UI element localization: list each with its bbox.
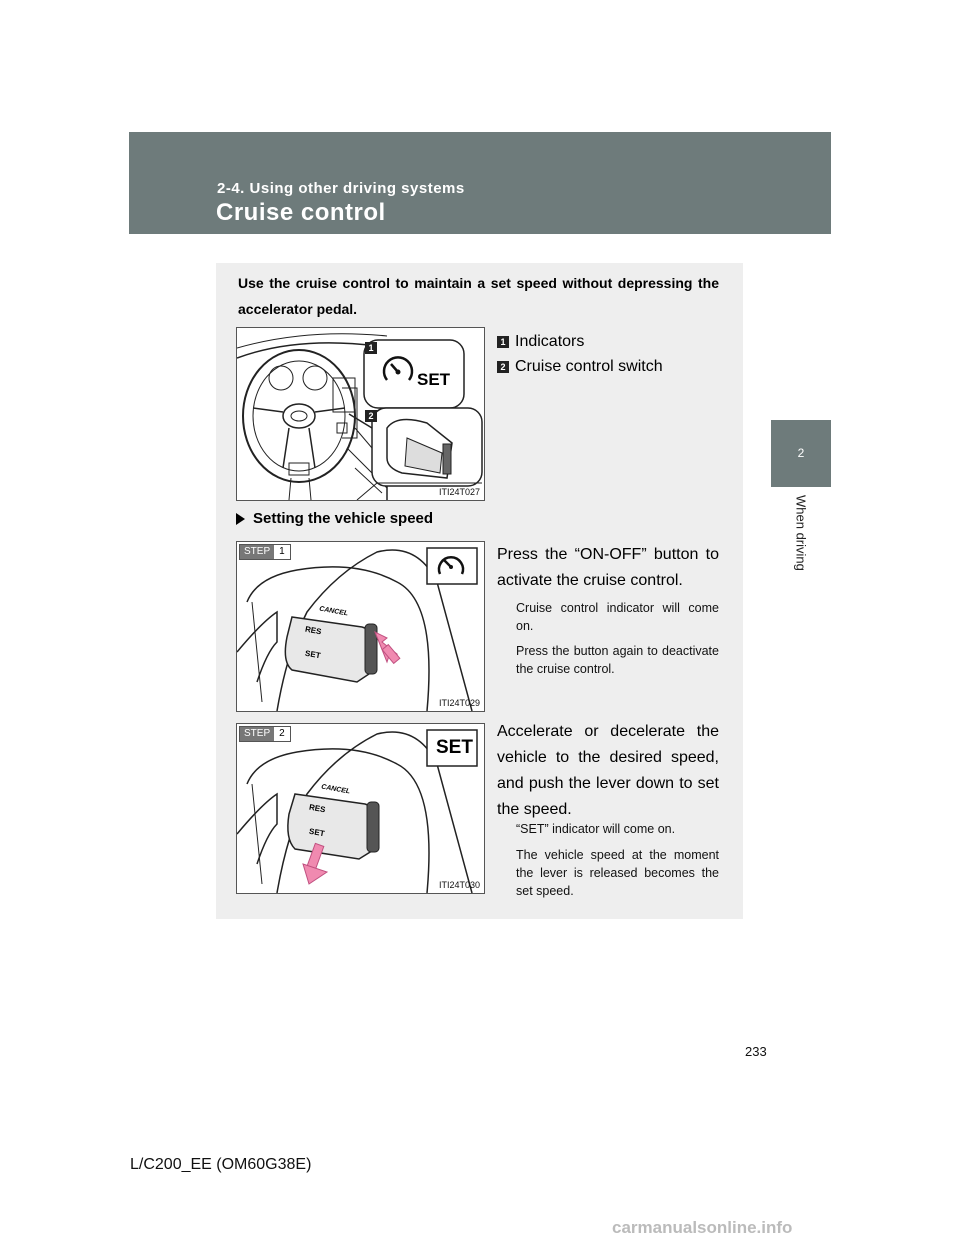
step-2-note-1: “SET” indicator will come on.: [516, 822, 676, 836]
legend-badge: 2: [497, 361, 509, 373]
lever-res-label: RES: [304, 624, 323, 637]
figure-code: ITI24T029: [438, 698, 480, 708]
subheading: [236, 510, 433, 527]
document-code: L/C200_EE (OM60G38E): [130, 1156, 312, 1173]
legend-label: Cruise control switch: [515, 358, 663, 375]
legend-item-switch: [497, 358, 663, 376]
callout-badge-2: 2: [365, 410, 377, 422]
lever-cancel-label: CANCEL: [320, 783, 351, 796]
step-label: STEP: [240, 545, 274, 559]
lever-res-label: RES: [308, 802, 327, 815]
chapter-tab: [771, 420, 831, 487]
intro-text: Use the cruise control to maintain a set speed without depressing the accelerator pedal.: [238, 275, 719, 317]
step-number: 2: [274, 727, 290, 741]
section-label: 2-4. Using other driving systems: [217, 180, 465, 197]
step-1-text: Press the “ON-OFF” button to activate the cruise control.: [497, 546, 719, 589]
callout-badge-1: 1: [365, 342, 377, 354]
subheading-text: Setting the vehicle speed: [253, 510, 434, 527]
lever-on-off-illustration: [237, 542, 484, 711]
page-number: 233: [745, 1044, 767, 1059]
legend-label: Indicators: [515, 333, 585, 350]
step-1-note-1: Cruise control indicator will come on.: [516, 601, 719, 633]
legend-badge: 1: [497, 336, 509, 348]
step-1-note-2: Press the button again to deactivate the cruise control.: [516, 644, 719, 676]
figure-code: ITI24T030: [438, 880, 480, 890]
watermark: carmanualsonline.info: [612, 1218, 793, 1237]
step-2-note-2: The vehicle speed at the moment the lever is released becomes the set speed.: [516, 848, 719, 898]
lever-set-label: SET: [304, 648, 322, 661]
chapter-number: 2: [797, 446, 805, 460]
step-label: STEP: [240, 727, 274, 741]
step-2-figure: [236, 723, 485, 894]
step-number: 1: [274, 545, 290, 559]
lever-cancel-label: CANCEL: [318, 605, 349, 618]
set-indicator-label: SET: [417, 370, 451, 389]
steering-wheel-illustration: [237, 328, 484, 500]
chapter-label-container: [776, 495, 826, 585]
step-1-figure: [236, 541, 485, 712]
page-title: Cruise control: [216, 199, 386, 226]
chapter-label: When driving: [793, 495, 809, 571]
step-2-text: Accelerate or decelerate the vehicle to the desired speed, and push the lever down to set the speed.: [497, 723, 719, 818]
bullet-icon: [236, 513, 245, 525]
step-badge: [239, 726, 291, 742]
step-badge: [239, 544, 291, 560]
set-indicator-label: SET: [436, 737, 473, 758]
overview-figure: [236, 327, 485, 501]
lever-set-label: SET: [308, 826, 326, 839]
legend-item-indicators: [497, 333, 584, 351]
figure-code: ITI24T027: [438, 487, 480, 497]
